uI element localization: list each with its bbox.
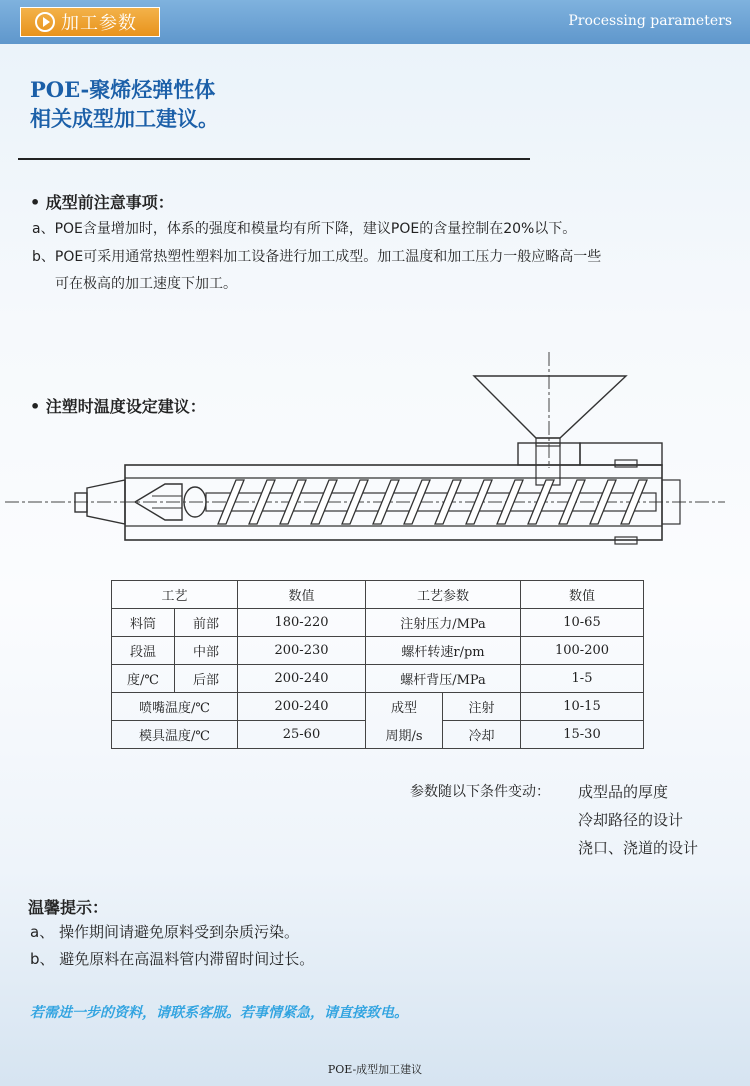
- header-value: 数值: [238, 581, 366, 609]
- cycle-label-1: 成型: [366, 693, 443, 721]
- mold-temp-label: 模具温度/℃: [112, 721, 238, 749]
- back-pressure-label: 螺杆背压/MPa: [366, 665, 521, 693]
- inj-pressure-label: 注射压力/MPa: [366, 609, 521, 637]
- front-label: 前部: [175, 609, 238, 637]
- cycle-label-2: 周期/s: [366, 721, 443, 749]
- tip-b: b、 避免原料在高温料管内滞留时间过长。: [30, 950, 315, 968]
- pre-molding-item-b-cont: 可在极高的加工速度下加工。: [55, 276, 237, 292]
- variation-item-1: 成型品的厚度: [578, 783, 669, 801]
- hopper: [474, 376, 626, 438]
- contact-note: 若需进一步的资料，请联系客服。若事情紧急，请直接致电。: [30, 1005, 408, 1021]
- header-process: 工艺: [112, 581, 238, 609]
- page-footer: POE-成型加工建议: [327, 1063, 423, 1076]
- variation-item-3: 浇口、浇道的设计: [578, 839, 699, 857]
- cool-label: 冷却: [443, 721, 521, 749]
- section-tag-label: 加工参数: [61, 13, 137, 34]
- section-tag: [20, 7, 160, 37]
- english-title: Processing parameters: [568, 13, 732, 29]
- rear-value: 200-240: [238, 665, 366, 693]
- inject-label: 注射: [443, 693, 521, 721]
- inj-pressure-value: 10-65: [521, 609, 644, 637]
- injection-machine-diagram: [0, 350, 750, 560]
- pre-molding-item-b: b、POE可采用通常热塑性塑料加工设备进行加工成型。加工温度和加工压力一般应略高一些: [32, 249, 602, 265]
- tips-heading: 温馨提示：: [28, 898, 109, 917]
- title-line-1: POE-聚烯烃弹性体: [30, 77, 216, 102]
- cool-value: 15-30: [521, 721, 644, 749]
- rear-label: 后部: [175, 665, 238, 693]
- front-value: 180-220: [238, 609, 366, 637]
- header-bar: [0, 0, 750, 44]
- middle-value: 200-230: [238, 637, 366, 665]
- nozzle-temp-value: 200-240: [238, 693, 366, 721]
- back-pressure-value: 1-5: [521, 665, 644, 693]
- header-param: 工艺参数: [366, 581, 521, 609]
- screw-speed-value: 100-200: [521, 637, 644, 665]
- barrel-label-1: 料筒: [112, 609, 175, 637]
- mold-temp-value: 25-60: [238, 721, 366, 749]
- pre-molding-heading: • 成型前注意事项：: [30, 193, 174, 212]
- title-line-2: 相关成型加工建议。: [30, 106, 219, 131]
- screw-flight: [528, 480, 554, 524]
- variation-label: 参数随以下条件变动：: [410, 784, 550, 800]
- nozzle-temp-label: 喷嘴温度/℃: [112, 693, 238, 721]
- title-divider: [18, 158, 530, 160]
- header-value-2: 数值: [521, 581, 644, 609]
- injection-heading: • 注塑时温度设定建议：: [30, 397, 206, 416]
- play-circle-icon: [35, 12, 55, 32]
- barrel-label-2: 段温: [112, 637, 175, 665]
- pre-molding-item-a: a、POE含量增加时，体系的强度和模量均有所下降，建议POE的含量控制在20%以下。: [32, 221, 577, 237]
- barrel-label-3: 度/℃: [112, 665, 175, 693]
- temperature-table: [111, 580, 644, 749]
- screw-speed-label: 螺杆转速r/pm: [366, 637, 521, 665]
- inject-value: 10-15: [521, 693, 644, 721]
- tip-a: a、 操作期间请避免原料受到杂质污染。: [30, 923, 299, 941]
- page-title: [30, 75, 219, 133]
- middle-label: 中部: [175, 637, 238, 665]
- variation-item-2: 冷却路径的设计: [578, 811, 684, 829]
